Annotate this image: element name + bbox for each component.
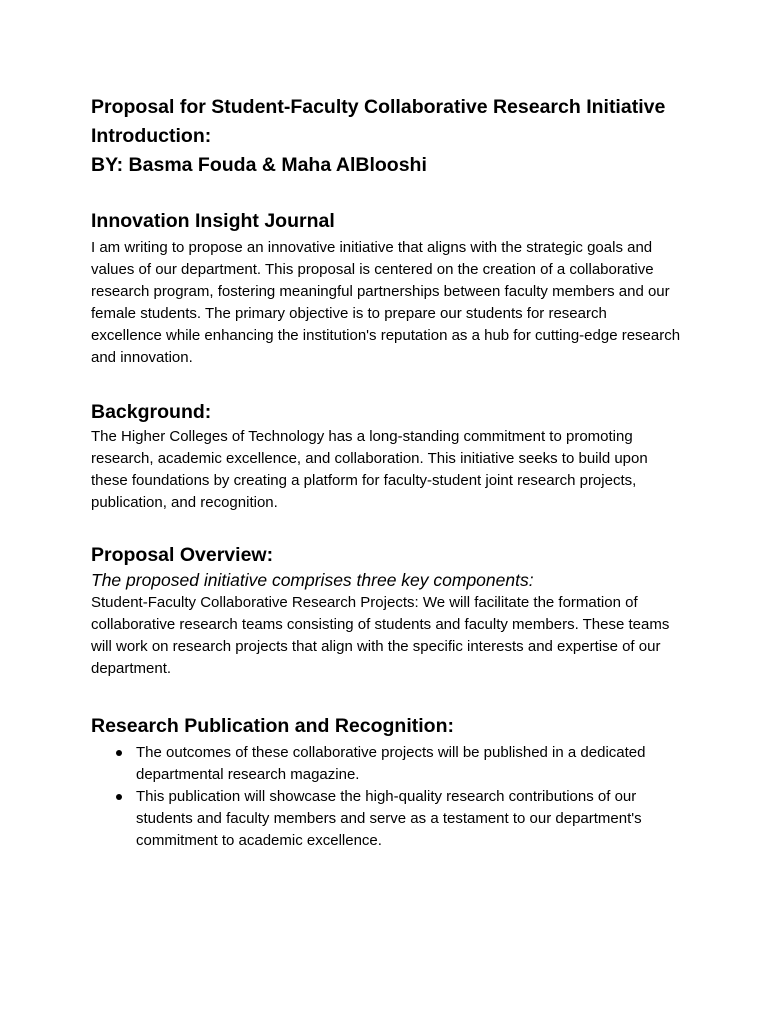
section-heading: Research Publication and Recognition: [91, 715, 454, 737]
section-innovation [91, 208, 681, 369]
list-item-text: This publication will showcase the high-quality research contributions of our students and faculty members and serve as a testament to our department's commitment to academic excellence. [136, 788, 642, 849]
section-paragraph: The Higher Colleges of Technology has a long-standing commitment to promoting research, academic excellence, and collaboration. This initiative seeks to build upon these foundations by creating a platform for faculty-student joint research projects, publication, and recognition. [91, 428, 648, 511]
list-item [91, 742, 681, 786]
list-item [91, 786, 681, 852]
bullet-icon [116, 794, 122, 800]
section-heading: Background: [91, 401, 212, 423]
section-paragraph: Student-Faculty Collaborative Research Projects: We will facilitate the formation of collaborative research teams consisting of students and faculty members. These teams will work on research projects that align with the specific interests and expertise of our department. [91, 594, 670, 677]
section-background [91, 399, 681, 514]
section-overview [91, 542, 681, 680]
section-publication [91, 713, 681, 852]
section-paragraph: I am writing to propose an innovative initiative that aligns with the strategic goals and values of our department. This proposal is centered on the creation of a collaborative research program, fostering meaningful partnerships between faculty members and our female students. The primary objective is to prepare our students for research excellence while enhancing the institution's reputation as a hub for cutting-edge research and innovation. [91, 239, 681, 366]
bullet-list [91, 742, 681, 852]
section-heading: Innovation Insight Journal [91, 210, 335, 232]
list-item-text: The outcomes of these collaborative projects will be published in a dedicated departmental research magazine. [136, 744, 646, 783]
document-title: Proposal for Student-Faculty Collaborative Research Initiative [91, 96, 666, 118]
introduction-heading: Introduction: [91, 125, 212, 147]
section-heading: Proposal Overview: [91, 544, 274, 566]
document-header [91, 93, 681, 180]
bullet-icon [116, 750, 122, 756]
authors-line: BY: Basma Fouda & Maha AlBlooshi [91, 154, 427, 176]
section-subtitle: The proposed initiative comprises three key components: [91, 570, 534, 590]
